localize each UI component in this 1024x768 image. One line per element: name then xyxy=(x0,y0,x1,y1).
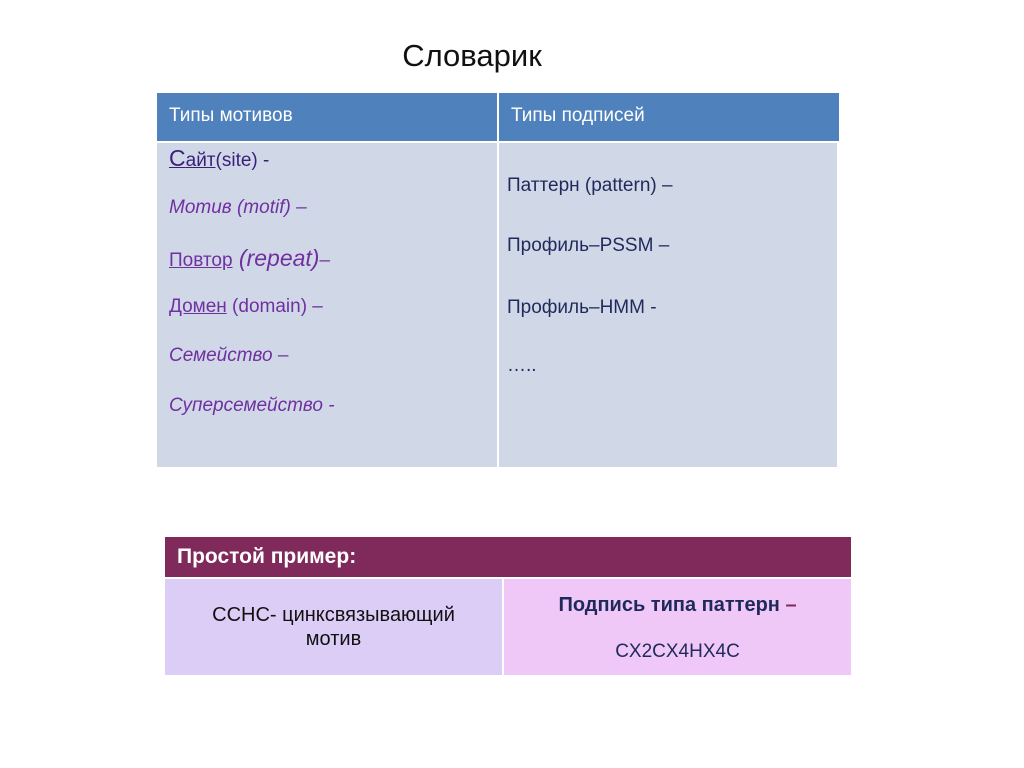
example-signature-cell xyxy=(504,579,851,675)
signature-profile-hmm: Профиль–HMM - xyxy=(507,297,657,318)
signature-types-cell xyxy=(499,143,837,467)
signature-pattern: Паттерн (pattern) – xyxy=(507,175,673,196)
example-pattern: CX2CX4HX4C xyxy=(615,641,740,662)
example-signature-dash: – xyxy=(785,594,797,616)
signature-ellipsis: ….. xyxy=(507,355,537,376)
example-header: Простой пример: xyxy=(165,537,851,577)
term-motif: Мотив (motif) – xyxy=(169,197,307,218)
example-motif-cell xyxy=(165,579,502,675)
term-site xyxy=(169,145,269,172)
term-domain-rest: (domain) – xyxy=(226,296,323,317)
dictionary-table xyxy=(157,93,839,468)
term-site-label: айт xyxy=(185,150,216,171)
term-domain-label: Домен xyxy=(169,296,227,317)
slide-title: Словарик xyxy=(402,38,542,73)
term-repeat-rest: (repeat) xyxy=(232,245,320,271)
signature-profile-pssm: Профиль–PSSM – xyxy=(507,235,670,256)
term-repeat xyxy=(169,245,330,272)
example-motif-line2: мотив xyxy=(305,628,362,650)
example-signature-type-label: Подпись типа паттерн xyxy=(558,594,786,616)
example-signature-type xyxy=(504,594,851,617)
example-table xyxy=(165,537,851,675)
term-domain xyxy=(169,296,323,318)
term-repeat-label: Повтор xyxy=(169,250,233,271)
term-superfamily: Суперсемейство - xyxy=(169,395,335,416)
term-repeat-dash: – xyxy=(319,250,331,271)
header-motif-types: Типы мотивов xyxy=(157,93,497,141)
header-signature-types: Типы подписей xyxy=(499,93,839,141)
example-motif-text xyxy=(212,603,455,651)
term-site-rest: (site) - xyxy=(215,150,270,171)
motif-types-cell xyxy=(157,143,497,467)
term-family: Семейство – xyxy=(169,345,289,366)
term-site-initial: С xyxy=(169,145,186,171)
example-motif-line1: CCHC- цинксвязывающий xyxy=(212,604,455,626)
